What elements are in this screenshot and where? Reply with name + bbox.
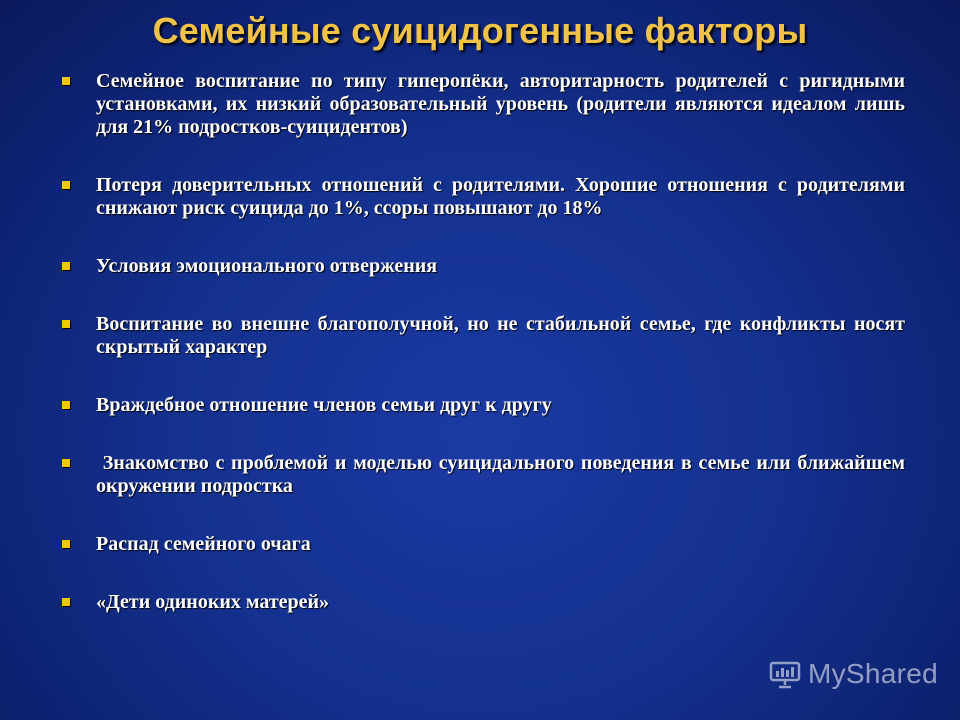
bullet-text: Семейное воспитание по типу гиперопёки, авторитарность родителей с ригидными установками, их низкий образовательный уровень (родители являются идеалом лишь для 21% подростков-суицидентов) — [96, 70, 905, 138]
bullet-item — [60, 452, 910, 498]
bullet-text: Воспитание во внешне благополучной, но не стабильной семье, где конфликты носят скрытый характер — [96, 313, 905, 358]
slide-title: Семейные суицидогенные факторы — [152, 10, 808, 51]
bullet-text: «Дети одиноких матерей» — [96, 591, 330, 613]
bullet-item — [60, 174, 905, 220]
square-bullet-icon — [62, 77, 70, 85]
bullet-text: Знакомство с проблемой и моделью суицидального поведения в семье или ближайшем окружении подростка — [96, 452, 910, 497]
bullet-item — [60, 255, 905, 278]
bullet-item — [60, 313, 905, 359]
bullet-list — [60, 70, 910, 614]
myshared-watermark — [768, 658, 938, 690]
watermark-text: MyShared — [807, 658, 938, 689]
square-bullet-icon — [62, 401, 70, 409]
square-bullet-icon — [62, 181, 70, 189]
bullet-text: Условия эмоционального отвержения — [96, 255, 438, 277]
square-bullet-icon — [62, 459, 70, 467]
square-bullet-icon — [62, 540, 70, 548]
square-bullet-icon — [62, 598, 70, 606]
bullet-item — [60, 533, 905, 556]
square-bullet-icon — [62, 262, 70, 270]
square-bullet-icon — [62, 320, 70, 328]
bullet-text: Распад семейного очага — [96, 533, 311, 555]
bullet-item — [60, 394, 905, 417]
bullet-text: Враждебное отношение членов семьи друг к другу — [96, 394, 552, 416]
bullet-text: Потеря доверительных отношений с родителями. Хорошие отношения с родителями снижают риск суицида до 1%, ссоры повышают до 18% — [96, 174, 905, 219]
bullet-item — [60, 70, 905, 139]
bullet-item — [60, 591, 905, 614]
presentation-icon — [768, 659, 802, 689]
